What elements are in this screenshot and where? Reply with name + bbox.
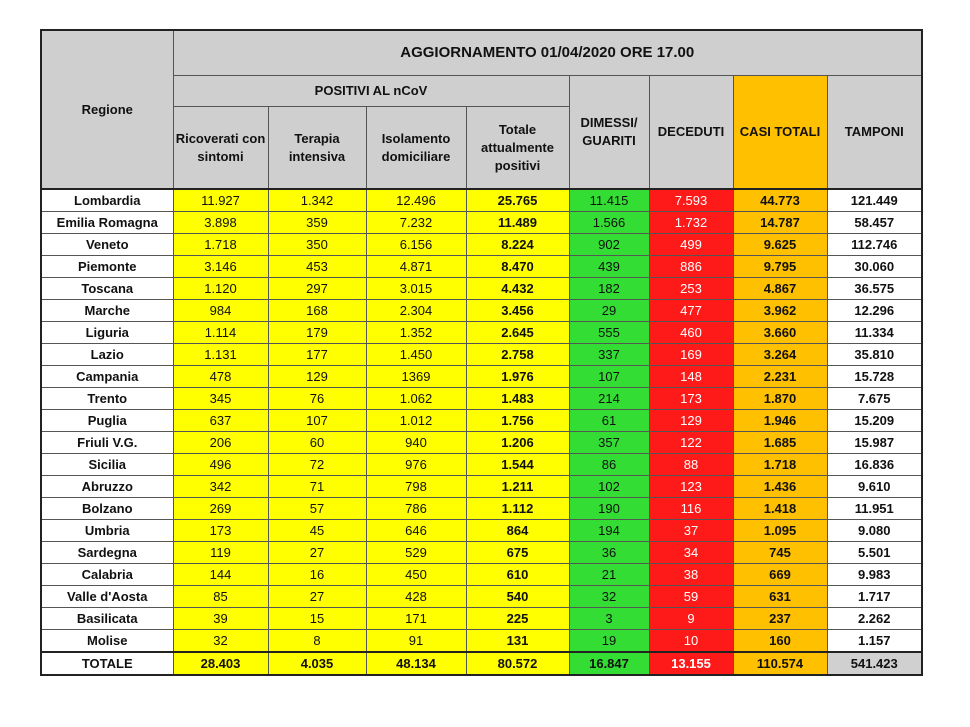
deceduti-cell: 10 [649, 630, 733, 653]
tamponi-cell: 30.060 [827, 256, 922, 278]
dimessi-cell: 1.566 [569, 212, 649, 234]
table-row [41, 608, 922, 630]
deceduti-cell: 477 [649, 300, 733, 322]
isolamento-cell: 976 [366, 454, 466, 476]
terapia-cell: 168 [268, 300, 366, 322]
terapia-cell: 72 [268, 454, 366, 476]
region-cell: Abruzzo [41, 476, 173, 498]
terapia-cell: 60 [268, 432, 366, 454]
ricoverati-cell: 1.114 [173, 322, 268, 344]
deceduti-cell: 148 [649, 366, 733, 388]
deceduti-cell: 129 [649, 410, 733, 432]
casi-totali-cell: 4.867 [733, 278, 827, 300]
totale-positivi-cell: 1.483 [466, 388, 569, 410]
isolamento-cell: 4.871 [366, 256, 466, 278]
ricoverati-cell: 119 [173, 542, 268, 564]
deceduti-cell: 59 [649, 586, 733, 608]
tamponi-cell: 112.746 [827, 234, 922, 256]
dimessi-cell: 61 [569, 410, 649, 432]
dimessi-cell: 29 [569, 300, 649, 322]
dimessi-cell: 194 [569, 520, 649, 542]
region-cell: Friuli V.G. [41, 432, 173, 454]
table-row [41, 454, 922, 476]
dimessi-cell: 555 [569, 322, 649, 344]
ricoverati-cell: 984 [173, 300, 268, 322]
ricoverati-cell: 11.927 [173, 189, 268, 212]
casi-totali-cell: 3.264 [733, 344, 827, 366]
totale-positivi-cell: 8.470 [466, 256, 569, 278]
terapia-cell: 15 [268, 608, 366, 630]
isolamento-cell: 1369 [366, 366, 466, 388]
region-cell: Puglia [41, 410, 173, 432]
terapia-cell: 71 [268, 476, 366, 498]
isolamento-cell: 529 [366, 542, 466, 564]
deceduti-cell: 253 [649, 278, 733, 300]
dimessi-cell: 190 [569, 498, 649, 520]
tamponi-cell: 5.501 [827, 542, 922, 564]
covid-regions-table [40, 29, 923, 676]
totale-positivi-cell: 675 [466, 542, 569, 564]
casi-totali-cell: 9.795 [733, 256, 827, 278]
region-cell: Emilia Romagna [41, 212, 173, 234]
region-cell: Calabria [41, 564, 173, 586]
deceduti-cell: 886 [649, 256, 733, 278]
casi-totali-cell: 2.231 [733, 366, 827, 388]
total-deceduti-cell: 13.155 [649, 652, 733, 675]
table-row [41, 300, 922, 322]
table-row [41, 586, 922, 608]
isolamento-cell: 786 [366, 498, 466, 520]
ricoverati-cell: 269 [173, 498, 268, 520]
table-row [41, 564, 922, 586]
terapia-cell: 453 [268, 256, 366, 278]
positivi-group-header: POSITIVI AL nCoV [173, 76, 569, 107]
terapia-cell: 350 [268, 234, 366, 256]
casi-totali-cell: 631 [733, 586, 827, 608]
region-cell: Lombardia [41, 189, 173, 212]
casi-totali-cell: 1.946 [733, 410, 827, 432]
tamponi-cell: 7.675 [827, 388, 922, 410]
casi-totali-cell: 44.773 [733, 189, 827, 212]
dimessi-cell: 337 [569, 344, 649, 366]
table-row [41, 256, 922, 278]
region-cell: Veneto [41, 234, 173, 256]
isolamento-cell: 1.012 [366, 410, 466, 432]
totals-row [41, 652, 922, 675]
terapia-cell: 76 [268, 388, 366, 410]
casi-totali-cell: 1.436 [733, 476, 827, 498]
ricoverati-cell: 32 [173, 630, 268, 653]
ricoverati-cell: 206 [173, 432, 268, 454]
tamponi-cell: 9.610 [827, 476, 922, 498]
tamponi-cell: 121.449 [827, 189, 922, 212]
region-cell: Basilicata [41, 608, 173, 630]
total-casi-totali-cell: 110.574 [733, 652, 827, 675]
deceduti-cell: 88 [649, 454, 733, 476]
region-cell: Sicilia [41, 454, 173, 476]
total-terapia-cell: 4.035 [268, 652, 366, 675]
dimessi-cell: 214 [569, 388, 649, 410]
deceduti-cell: 122 [649, 432, 733, 454]
dimessi-cell: 439 [569, 256, 649, 278]
casi-totali-cell: 1.718 [733, 454, 827, 476]
dimessi-cell: 11.415 [569, 189, 649, 212]
casi-totali-cell: 3.962 [733, 300, 827, 322]
ricoverati-cell: 345 [173, 388, 268, 410]
tamponi-cell: 2.262 [827, 608, 922, 630]
table-row [41, 366, 922, 388]
ricoverati-cell: 144 [173, 564, 268, 586]
deceduti-cell: 173 [649, 388, 733, 410]
terapia-cell: 179 [268, 322, 366, 344]
table-row [41, 520, 922, 542]
tamponi-cell: 9.983 [827, 564, 922, 586]
ricoverati-header: Ricoverati con sintomi [173, 107, 268, 190]
casi-totali-header: CASI TOTALI [733, 76, 827, 190]
terapia-cell: 16 [268, 564, 366, 586]
tamponi-cell: 58.457 [827, 212, 922, 234]
region-cell: Marche [41, 300, 173, 322]
isolamento-cell: 450 [366, 564, 466, 586]
region-cell: Molise [41, 630, 173, 653]
ricoverati-cell: 3.146 [173, 256, 268, 278]
terapia-header: Terapia intensiva [268, 107, 366, 190]
deceduti-cell: 37 [649, 520, 733, 542]
region-cell: Umbria [41, 520, 173, 542]
total-tamponi-cell: 541.423 [827, 652, 922, 675]
region-cell: Liguria [41, 322, 173, 344]
terapia-cell: 8 [268, 630, 366, 653]
totale-positivi-cell: 25.765 [466, 189, 569, 212]
totale-positivi-cell: 1.544 [466, 454, 569, 476]
tamponi-cell: 15.987 [827, 432, 922, 454]
casi-totali-cell: 9.625 [733, 234, 827, 256]
casi-totali-cell: 1.095 [733, 520, 827, 542]
terapia-cell: 27 [268, 586, 366, 608]
regione-header: Regione [41, 30, 173, 189]
ricoverati-cell: 478 [173, 366, 268, 388]
tamponi-cell: 9.080 [827, 520, 922, 542]
totale-positivi-cell: 8.224 [466, 234, 569, 256]
totale-positivi-cell: 1.756 [466, 410, 569, 432]
isolamento-cell: 7.232 [366, 212, 466, 234]
region-cell: Lazio [41, 344, 173, 366]
table-row [41, 630, 922, 653]
ricoverati-cell: 1.120 [173, 278, 268, 300]
ricoverati-cell: 3.898 [173, 212, 268, 234]
terapia-cell: 1.342 [268, 189, 366, 212]
tamponi-cell: 15.728 [827, 366, 922, 388]
totale-positivi-cell: 540 [466, 586, 569, 608]
dimessi-cell: 102 [569, 476, 649, 498]
deceduti-header: DECEDUTI [649, 76, 733, 190]
tamponi-cell: 11.334 [827, 322, 922, 344]
isolamento-cell: 1.352 [366, 322, 466, 344]
deceduti-cell: 7.593 [649, 189, 733, 212]
totale-positivi-header: Totale attualmente positivi [466, 107, 569, 190]
isolamento-cell: 91 [366, 630, 466, 653]
table-row [41, 542, 922, 564]
casi-totali-cell: 237 [733, 608, 827, 630]
totale-positivi-cell: 1.976 [466, 366, 569, 388]
table-row [41, 189, 922, 212]
region-cell: Piemonte [41, 256, 173, 278]
terapia-cell: 359 [268, 212, 366, 234]
totale-positivi-cell: 610 [466, 564, 569, 586]
terapia-cell: 129 [268, 366, 366, 388]
isolamento-cell: 646 [366, 520, 466, 542]
total-ricoverati-cell: 28.403 [173, 652, 268, 675]
region-cell: Toscana [41, 278, 173, 300]
table-row [41, 344, 922, 366]
total-region-cell: TOTALE [41, 652, 173, 675]
isolamento-cell: 2.304 [366, 300, 466, 322]
terapia-cell: 107 [268, 410, 366, 432]
table-row [41, 410, 922, 432]
isolamento-cell: 171 [366, 608, 466, 630]
deceduti-cell: 116 [649, 498, 733, 520]
totale-positivi-cell: 4.432 [466, 278, 569, 300]
total-isolamento-cell: 48.134 [366, 652, 466, 675]
dimessi-cell: 32 [569, 586, 649, 608]
ricoverati-cell: 1.718 [173, 234, 268, 256]
isolamento-cell: 1.062 [366, 388, 466, 410]
table-row [41, 322, 922, 344]
deceduti-cell: 499 [649, 234, 733, 256]
dimessi-cell: 182 [569, 278, 649, 300]
totale-positivi-cell: 864 [466, 520, 569, 542]
totale-positivi-cell: 225 [466, 608, 569, 630]
tamponi-cell: 12.296 [827, 300, 922, 322]
casi-totali-cell: 3.660 [733, 322, 827, 344]
isolamento-cell: 428 [366, 586, 466, 608]
isolamento-header: Isolamento domiciliare [366, 107, 466, 190]
totale-positivi-cell: 1.206 [466, 432, 569, 454]
deceduti-cell: 460 [649, 322, 733, 344]
table-body [41, 189, 922, 675]
isolamento-cell: 3.015 [366, 278, 466, 300]
dimessi-cell: 21 [569, 564, 649, 586]
tamponi-cell: 1.157 [827, 630, 922, 653]
dimessi-header: DIMESSI/ GUARITI [569, 76, 649, 190]
tamponi-cell: 36.575 [827, 278, 922, 300]
ricoverati-cell: 342 [173, 476, 268, 498]
table-title: AGGIORNAMENTO 01/04/2020 ORE 17.00 [173, 30, 922, 76]
isolamento-cell: 798 [366, 476, 466, 498]
isolamento-cell: 940 [366, 432, 466, 454]
totale-positivi-cell: 1.211 [466, 476, 569, 498]
tamponi-cell: 15.209 [827, 410, 922, 432]
tamponi-cell: 16.836 [827, 454, 922, 476]
region-cell: Sardegna [41, 542, 173, 564]
ricoverati-cell: 85 [173, 586, 268, 608]
deceduti-cell: 123 [649, 476, 733, 498]
tamponi-cell: 1.717 [827, 586, 922, 608]
totale-positivi-cell: 2.758 [466, 344, 569, 366]
table-row [41, 278, 922, 300]
totale-positivi-cell: 11.489 [466, 212, 569, 234]
totale-positivi-cell: 131 [466, 630, 569, 653]
ricoverati-cell: 173 [173, 520, 268, 542]
table-row [41, 212, 922, 234]
casi-totali-cell: 1.685 [733, 432, 827, 454]
deceduti-cell: 34 [649, 542, 733, 564]
ricoverati-cell: 637 [173, 410, 268, 432]
deceduti-cell: 1.732 [649, 212, 733, 234]
totale-positivi-cell: 2.645 [466, 322, 569, 344]
dimessi-cell: 19 [569, 630, 649, 653]
region-cell: Trento [41, 388, 173, 410]
casi-totali-cell: 669 [733, 564, 827, 586]
casi-totali-cell: 1.870 [733, 388, 827, 410]
dimessi-cell: 902 [569, 234, 649, 256]
dimessi-cell: 3 [569, 608, 649, 630]
table-row [41, 234, 922, 256]
terapia-cell: 297 [268, 278, 366, 300]
deceduti-cell: 9 [649, 608, 733, 630]
terapia-cell: 57 [268, 498, 366, 520]
deceduti-cell: 169 [649, 344, 733, 366]
dimessi-cell: 107 [569, 366, 649, 388]
dimessi-cell: 357 [569, 432, 649, 454]
terapia-cell: 27 [268, 542, 366, 564]
terapia-cell: 45 [268, 520, 366, 542]
ricoverati-cell: 496 [173, 454, 268, 476]
isolamento-cell: 1.450 [366, 344, 466, 366]
dimessi-cell: 86 [569, 454, 649, 476]
region-cell: Bolzano [41, 498, 173, 520]
tamponi-header: TAMPONI [827, 76, 922, 190]
total-dimessi-cell: 16.847 [569, 652, 649, 675]
totale-positivi-cell: 1.112 [466, 498, 569, 520]
isolamento-cell: 6.156 [366, 234, 466, 256]
tamponi-cell: 35.810 [827, 344, 922, 366]
terapia-cell: 177 [268, 344, 366, 366]
tamponi-cell: 11.951 [827, 498, 922, 520]
table-row [41, 476, 922, 498]
ricoverati-cell: 1.131 [173, 344, 268, 366]
ricoverati-cell: 39 [173, 608, 268, 630]
region-cell: Campania [41, 366, 173, 388]
table-row [41, 498, 922, 520]
table-row [41, 388, 922, 410]
total-totale-positivi-cell: 80.572 [466, 652, 569, 675]
casi-totali-cell: 1.418 [733, 498, 827, 520]
totale-positivi-cell: 3.456 [466, 300, 569, 322]
table-row [41, 432, 922, 454]
isolamento-cell: 12.496 [366, 189, 466, 212]
deceduti-cell: 38 [649, 564, 733, 586]
casi-totali-cell: 745 [733, 542, 827, 564]
casi-totali-cell: 160 [733, 630, 827, 653]
dimessi-cell: 36 [569, 542, 649, 564]
casi-totali-cell: 14.787 [733, 212, 827, 234]
region-cell: Valle d'Aosta [41, 586, 173, 608]
